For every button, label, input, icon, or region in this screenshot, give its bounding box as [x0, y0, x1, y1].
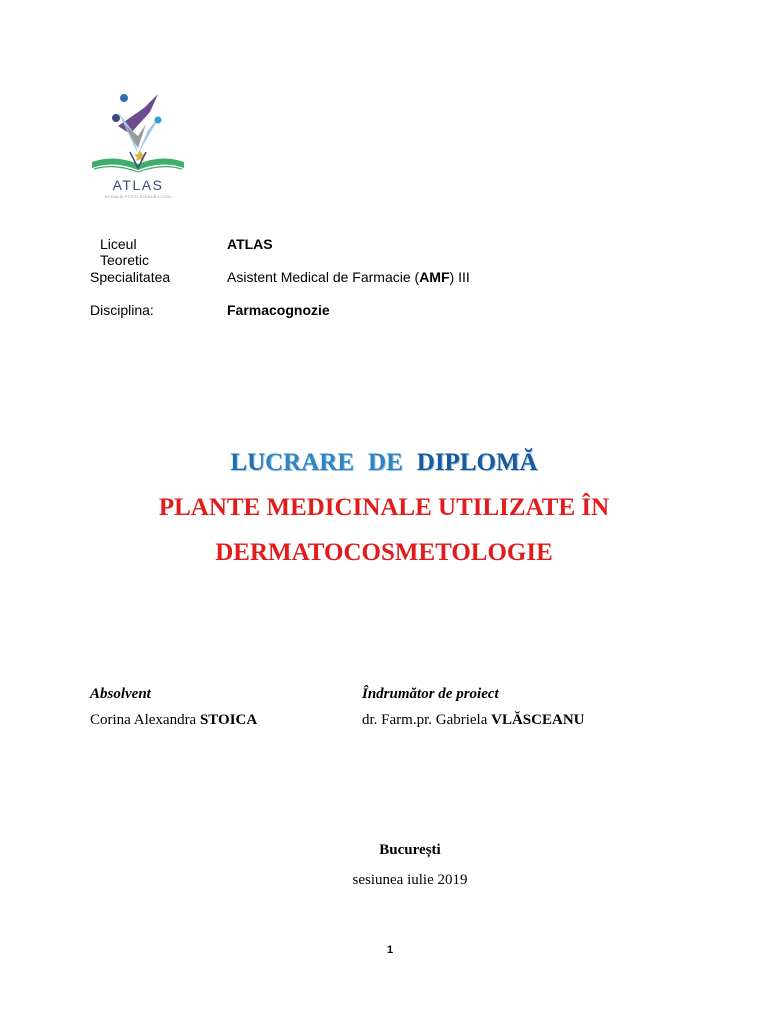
title-lu: LU	[230, 449, 266, 476]
info-value-school	[227, 236, 273, 252]
title-line-2: PLANTE MEDICINALE UTILIZATE ÎN	[158, 494, 610, 521]
info-label-school: Liceul Teoretic	[100, 236, 150, 268]
city: București	[379, 842, 441, 858]
graduate-surname: STOICA	[199, 712, 258, 728]
logo-caption: ATLAS	[112, 177, 164, 193]
place-block	[0, 840, 768, 890]
info-value-specialty: Asistent Medical de Farmacie (AMF) III	[227, 269, 470, 285]
info-value-discipline: Farmacognozie	[227, 302, 330, 318]
atlas-logo	[90, 90, 186, 200]
advisor-role: Îndrumător de proiect	[362, 686, 499, 702]
title-line-3: DERMATOCOSMETOLOGIE	[215, 539, 553, 566]
title-diploma: DIPLOMĂ	[416, 449, 538, 476]
logo-subtitle: ȘCOALĂ POSTLICEALĂ LICEU	[104, 194, 172, 199]
title-crare: CRARE	[265, 449, 355, 476]
graduate-role: Absolvent	[90, 686, 151, 702]
advisor-name	[362, 710, 585, 730]
session: sesiunea iulie 2019	[352, 872, 468, 888]
title-diploma-line	[0, 448, 768, 478]
graduate-first-names: Corina Alexandra	[90, 712, 200, 728]
advisor-block	[362, 684, 585, 730]
graduate-block	[90, 684, 257, 730]
info-value-school-bold: ATLAS	[227, 236, 273, 252]
info-label-specialty: Specialitatea	[90, 269, 171, 285]
title-de: DE	[368, 449, 403, 476]
advisor-first-names: dr. Farm.pr. Gabriela	[362, 712, 492, 728]
graduate-name	[90, 710, 257, 730]
thesis-title	[0, 448, 768, 568]
advisor-surname: VLĂSCEANU	[491, 712, 585, 728]
page-number: 1	[386, 944, 394, 956]
info-label-discipline: Disciplina:	[90, 302, 154, 318]
atlas-emblem-icon	[90, 90, 186, 180]
